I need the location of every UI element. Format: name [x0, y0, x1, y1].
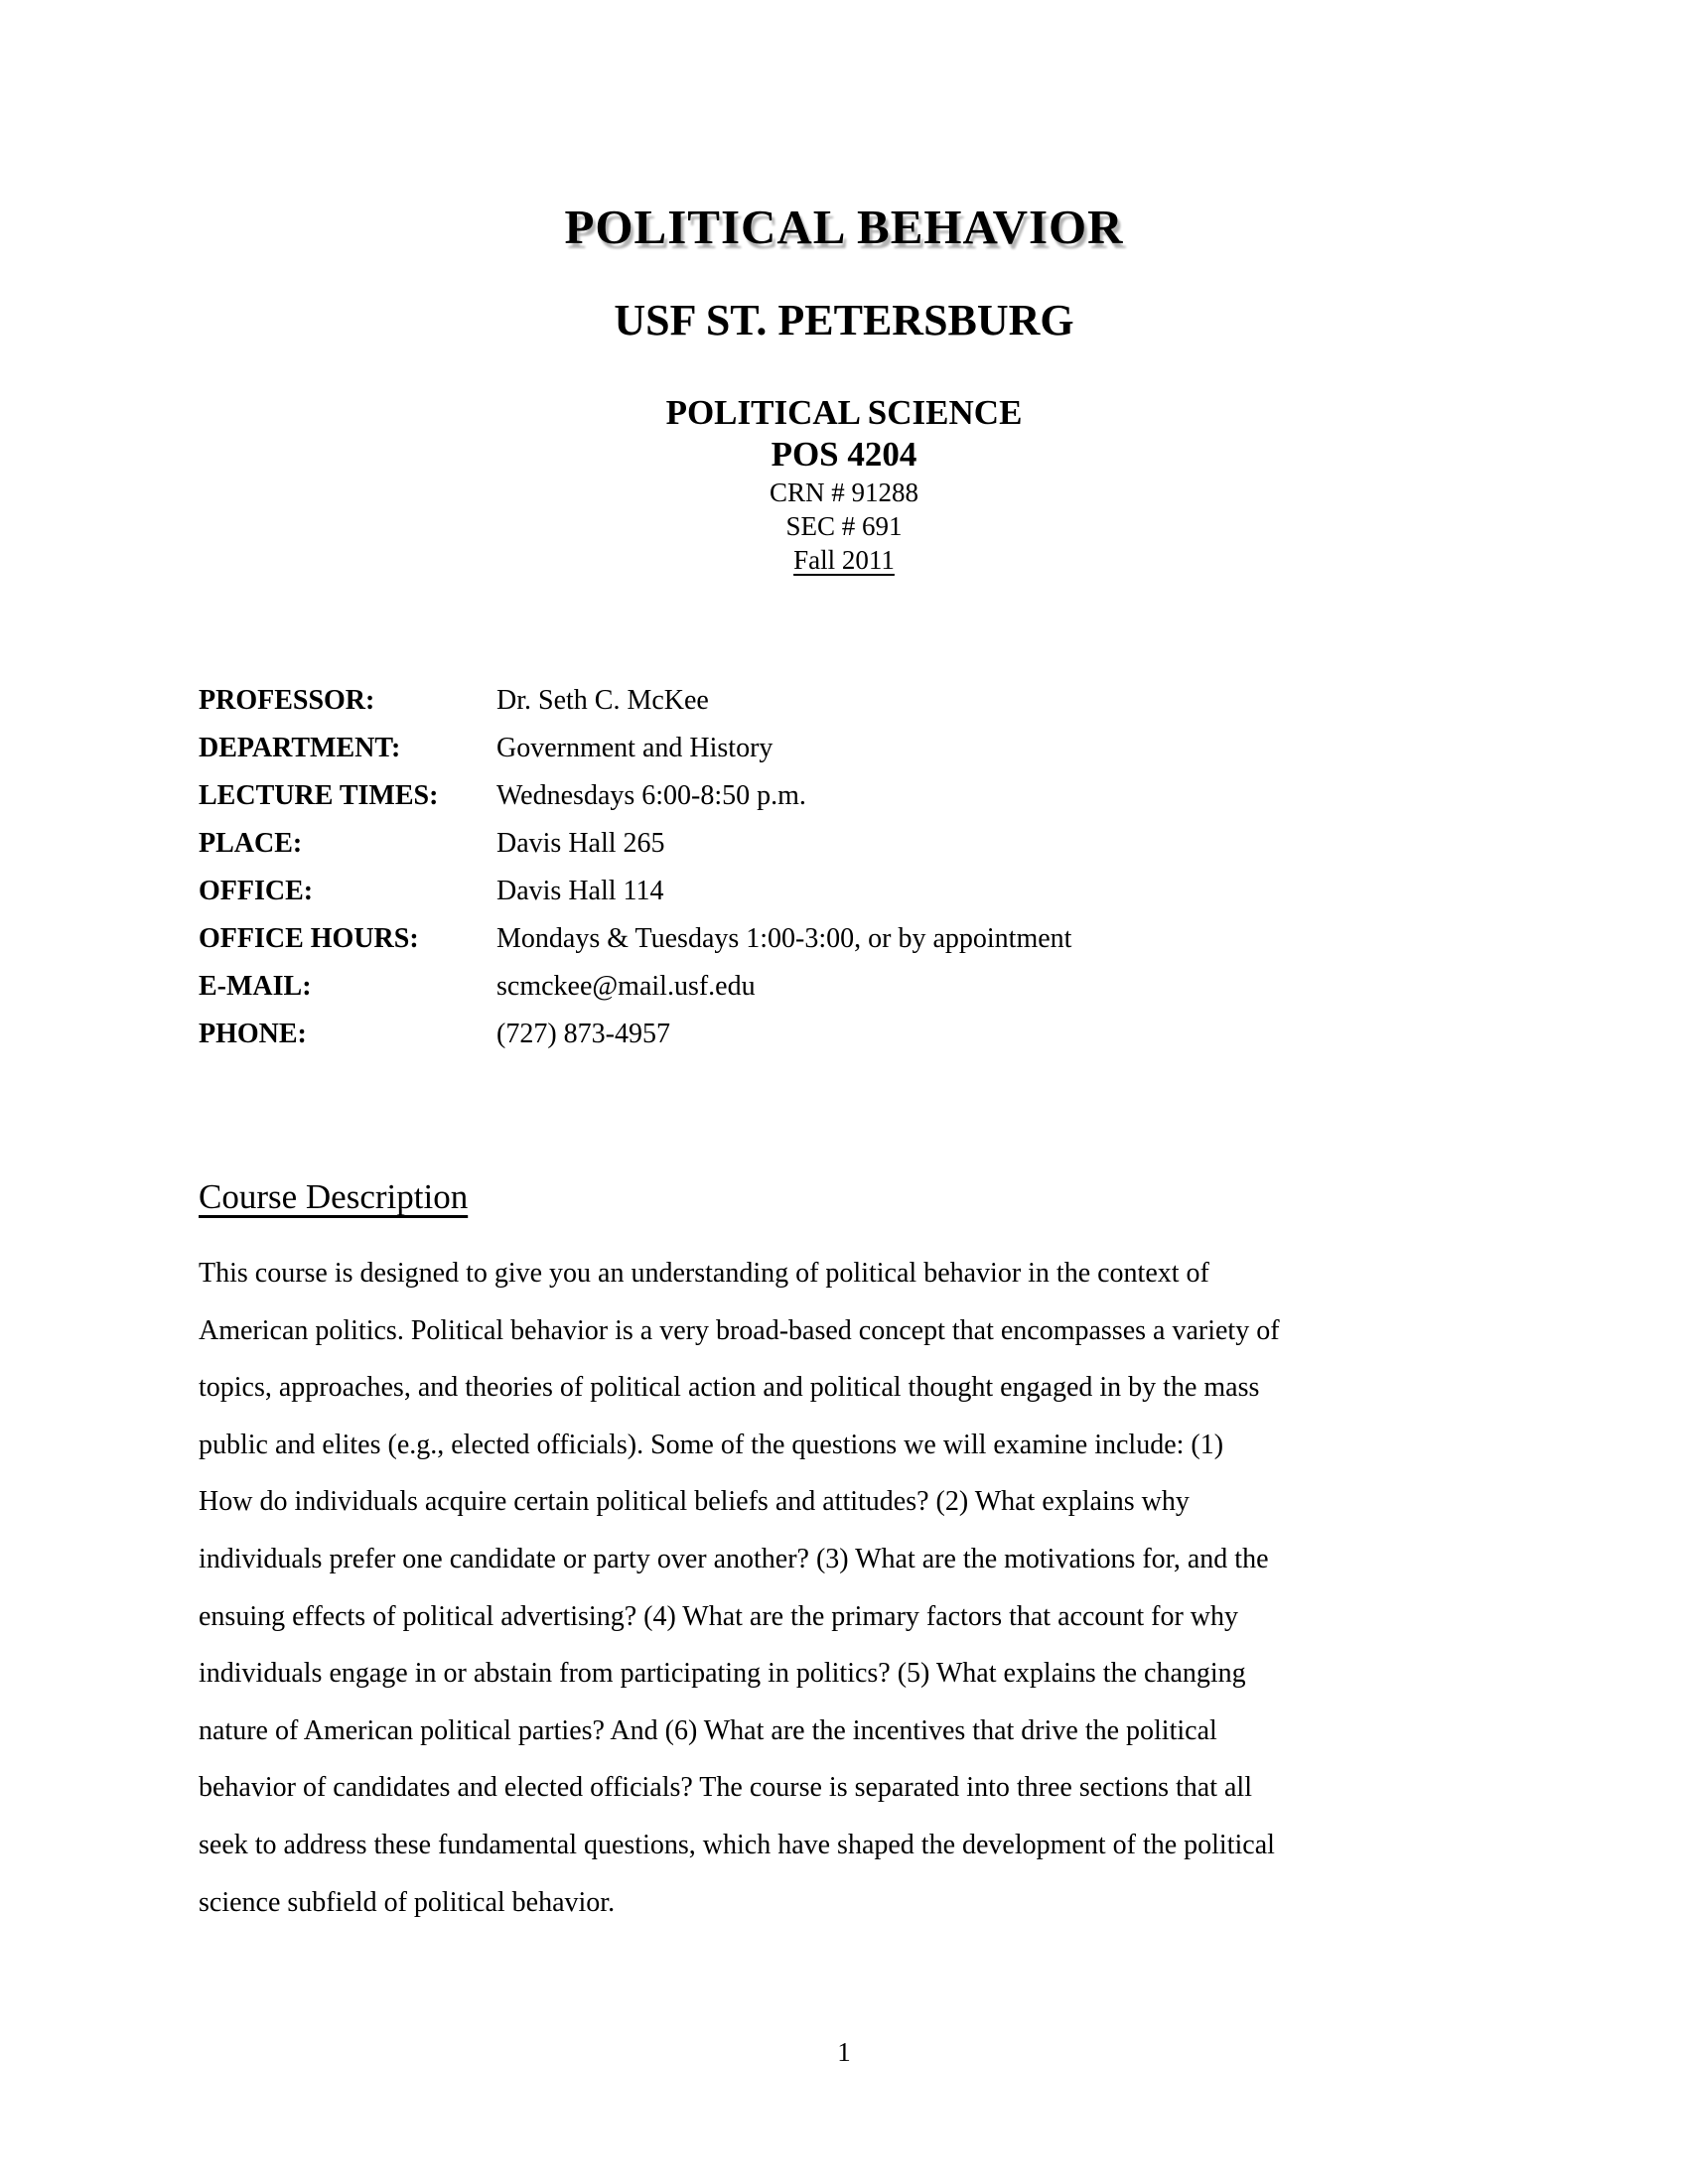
info-row-professor	[199, 685, 1489, 733]
info-label: PROFESSOR:	[199, 685, 375, 716]
document-title: POLITICAL BEHAVIOR	[564, 200, 1124, 254]
info-value: Government and History	[496, 733, 774, 763]
info-label: DEPARTMENT:	[199, 733, 401, 763]
info-value: (727) 873-4957	[496, 1019, 670, 1049]
info-value: Davis Hall 265	[496, 828, 665, 859]
info-value: Davis Hall 114	[496, 876, 664, 906]
paragraph-line: individuals prefer one candidate or party over another? (3) What are the motivations for, and the	[199, 1543, 1269, 1574]
paragraph-line: individuals engage in or abstain from participating in politics? (5) What explains the changing	[199, 1658, 1246, 1690]
info-row-place	[199, 828, 1489, 876]
info-label: OFFICE HOURS:	[199, 923, 419, 954]
paragraph-line: American politics. Political behavior is a very broad-based concept that encompasses a variety of	[199, 1314, 1280, 1346]
info-row-department	[199, 733, 1489, 780]
info-row-phone	[199, 1019, 1489, 1066]
info-label: PHONE:	[199, 1019, 307, 1049]
info-value: scmckee@mail.usf.edu	[496, 971, 756, 1002]
info-label: PLACE:	[199, 828, 303, 859]
info-label: LECTURE TIMES:	[199, 780, 439, 811]
info-label: OFFICE:	[199, 876, 314, 906]
page-number: 1	[837, 2037, 851, 2067]
paragraph-line: behavior of candidates and elected officials? The course is separated into three sections that all	[199, 1772, 1252, 1804]
info-row-lecture-times	[199, 780, 1489, 828]
course-code: POS 4204	[771, 435, 917, 474]
info-value: Wednesdays 6:00-8:50 p.m.	[496, 780, 806, 811]
info-row-office	[199, 876, 1489, 923]
info-row-email	[199, 971, 1489, 1019]
info-value: Mondays & Tuesdays 1:00-3:00, or by appointment	[496, 923, 1072, 954]
paragraph-line: science subfield of political behavior.	[199, 1886, 616, 1918]
paragraph-line: ensuing effects of political advertising? (4) What are the primary factors that account for why	[199, 1600, 1239, 1632]
department-name: POLITICAL SCIENCE	[665, 393, 1023, 432]
course-description-heading: Course Description	[199, 1177, 469, 1216]
info-label: E-MAIL:	[199, 971, 312, 1002]
course-crn: CRN # 91288	[769, 478, 919, 507]
paragraph-line: topics, approaches, and theories of political action and political thought engaged in by the mass	[199, 1372, 1260, 1404]
institution-name: USF ST. PETERSBURG	[614, 296, 1074, 344]
paragraph-line: seek to address these fundamental questions, which have shaped the development of the political	[199, 1829, 1275, 1860]
course-term: Fall 2011	[793, 545, 895, 575]
paragraph-line: How do individuals acquire certain political beliefs and attitudes? (2) What explains why	[199, 1486, 1190, 1518]
course-description-paragraph	[199, 1245, 1509, 1931]
info-value: Dr. Seth C. McKee	[496, 685, 709, 716]
paragraph-line: nature of American political parties? And (6) What are the incentives that drive the political	[199, 1714, 1217, 1746]
course-section: SEC # 691	[785, 511, 903, 541]
course-info-block	[199, 685, 1489, 1066]
paragraph-line: This course is designed to give you an understanding of political behavior in the context of	[199, 1258, 1209, 1289]
paragraph-line: public and elites (e.g., elected officials). Some of the questions we will examine include: (1)	[199, 1429, 1224, 1460]
info-row-office-hours	[199, 923, 1489, 971]
